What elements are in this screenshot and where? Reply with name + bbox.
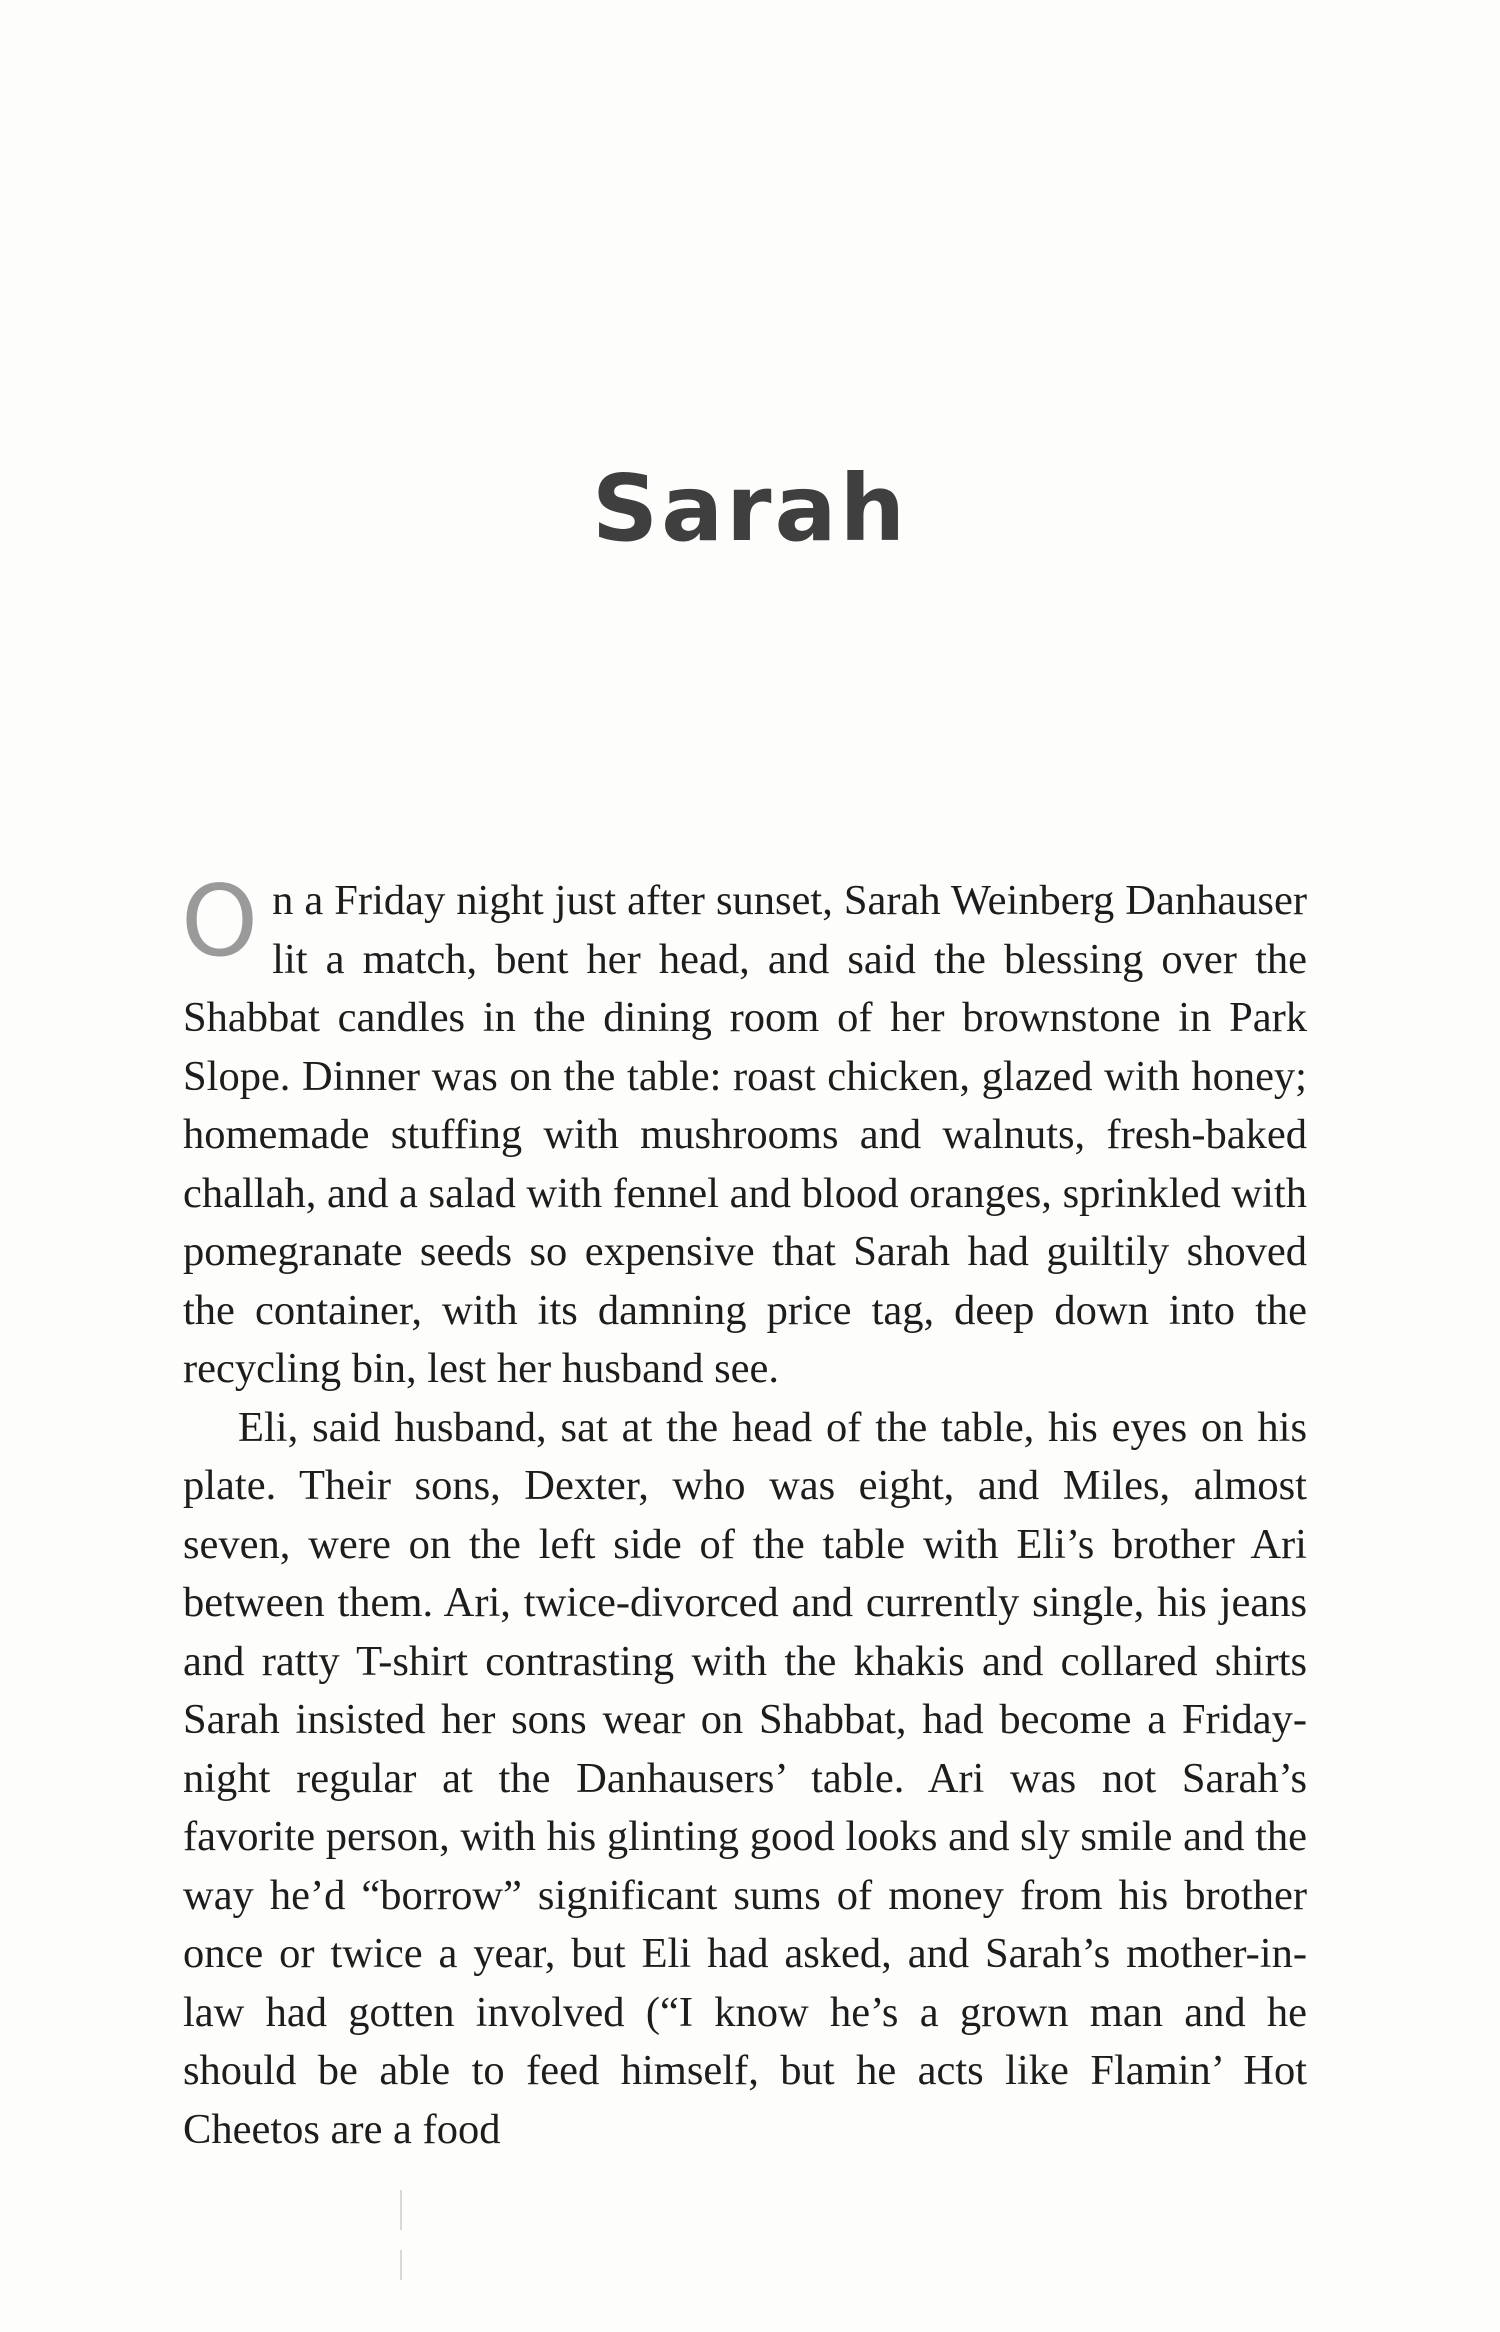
scan-mark <box>400 2190 402 2230</box>
paragraph-2 <box>183 1399 1307 2160</box>
scan-mark <box>400 2250 402 2280</box>
drop-cap: O <box>181 865 259 979</box>
paragraph-1 <box>181 865 1307 1399</box>
paragraph-2-text: Eli, said husband, sat at the head of the table, his eyes on his plate. Their sons, Dexter, who was eight, and Miles, almost seven, were on the left side of the table with Eli’s brother Ari between them. Ari, twice-divorced and currently single, his jeans and ratty T-shirt contrasting with the khakis and collared shirts Sarah insisted her sons wear on Shabbat, had become a Friday-night regular at the Danhausers’ table. Ari was not Sarah’s favorite person, with his glinting good looks and sly smile and the way he’d “borrow” significant sums of money from his brother once or twice a year, but Eli had asked, and Sarah’s mother-in-law had gotten involved (“I know he’s a grown man and he should be able to feed himself, but he acts like Flamin’ Hot Cheetos are a food <box>183 1403 1307 2153</box>
chapter-body <box>181 865 1307 2159</box>
chapter-title: Sarah <box>591 455 909 562</box>
paragraph-1-text: n a Friday night just after sunset, Sarah Weinberg Danhauser lit a match, bent her head, and said the blessing over the Shabbat candles in the dining room of her brownstone in Park Slope. Dinner was on the table: roast chicken, glazed with honey; homemade stuffing with mushrooms and walnuts, fresh-baked challah, and a salad with fennel and blood oranges, sprinkled with pomegranate seeds so expensive that Sarah had guiltily shoved the container, with its damning price tag, deep down into the recycling bin, lest her husband see. <box>183 877 1307 1392</box>
